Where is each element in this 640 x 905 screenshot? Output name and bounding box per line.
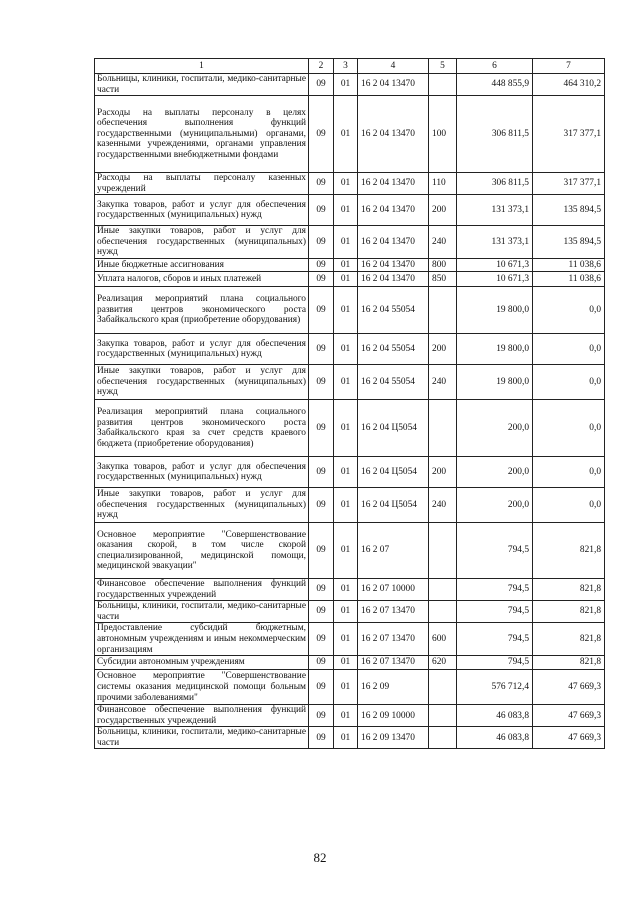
table-row [95,656,605,670]
column-header-3: 3 [334,59,358,74]
expense-type-cell [429,523,457,579]
amount-year2-cell: 0,0 [533,400,605,457]
expense-type-cell: 850 [429,272,457,287]
subsection-cell: 01 [334,96,358,173]
section-cell: 09 [309,727,334,749]
target-article-cell: 16 2 04 13470 [358,226,429,259]
target-article-cell: 16 2 04 Ц5054 [358,457,429,488]
expense-type-cell [429,400,457,457]
section-cell: 09 [309,523,334,579]
amount-year2-cell: 317 377,1 [533,173,605,195]
amount-year1-cell: 10 671,3 [457,272,533,287]
amount-year1-cell: 794,5 [457,523,533,579]
section-cell: 09 [309,365,334,400]
column-header-4: 4 [358,59,429,74]
section-cell: 09 [309,579,334,601]
expense-type-cell: 100 [429,96,457,173]
name-cell: Расходы на выплаты персоналу в целях обеспечения выполнения функций государственными (муниципальными) органами, казенными учреждениями, органами управления государственными внебюджетными фондами [95,96,309,173]
target-article-cell: 16 2 09 10000 [358,705,429,727]
target-article-cell: 16 2 04 13470 [358,272,429,287]
table-row [95,287,605,334]
section-cell: 09 [309,334,334,365]
subsection-cell: 01 [334,601,358,623]
subsection-cell: 01 [334,523,358,579]
amount-year2-cell: 821,8 [533,656,605,670]
expense-type-cell: 240 [429,365,457,400]
target-article-cell: 16 2 04 Ц5054 [358,400,429,457]
amount-year1-cell: 794,5 [457,579,533,601]
section-cell: 09 [309,457,334,488]
amount-year2-cell: 464 310,2 [533,74,605,96]
target-article-cell: 16 2 09 13470 [358,727,429,749]
amount-year1-cell: 794,5 [457,656,533,670]
target-article-cell: 16 2 07 13470 [358,623,429,656]
target-article-cell: 16 2 04 13470 [358,259,429,272]
expense-type-cell [429,601,457,623]
expense-type-cell [429,670,457,705]
subsection-cell: 01 [334,259,358,272]
expense-type-cell: 600 [429,623,457,656]
name-cell: Иные бюджетные ассигнования [95,259,309,272]
subsection-cell: 01 [334,400,358,457]
amount-year2-cell: 821,8 [533,623,605,656]
target-article-cell: 16 2 04 13470 [358,173,429,195]
target-article-cell: 16 2 09 [358,670,429,705]
target-article-cell: 16 2 04 Ц5054 [358,488,429,523]
name-cell: Финансовое обеспечение выполнения функций государственных учреждений [95,705,309,727]
expense-type-cell: 200 [429,195,457,226]
subsection-cell: 01 [334,74,358,96]
target-article-cell: 16 2 04 55054 [358,365,429,400]
table-row [95,334,605,365]
amount-year1-cell: 448 855,9 [457,74,533,96]
expense-type-cell: 800 [429,259,457,272]
section-cell: 09 [309,705,334,727]
target-article-cell: 16 2 07 [358,523,429,579]
table-row [95,523,605,579]
name-cell: Иные закупки товаров, работ и услуг для обеспечения государственных (муниципальных) нужд [95,488,309,523]
page-number: 82 [313,850,327,865]
section-cell: 09 [309,601,334,623]
table-row [95,670,605,705]
table-row [95,96,605,173]
target-article-cell: 16 2 04 13470 [358,195,429,226]
section-cell: 09 [309,272,334,287]
name-cell: Уплата налогов, сборов и иных платежей [95,272,309,287]
amount-year1-cell: 794,5 [457,601,533,623]
section-cell: 09 [309,173,334,195]
expense-type-cell: 240 [429,488,457,523]
amount-year2-cell: 135 894,5 [533,195,605,226]
subsection-cell: 01 [334,365,358,400]
target-article-cell: 16 2 07 10000 [358,579,429,601]
table-row [95,623,605,656]
amount-year1-cell: 19 800,0 [457,365,533,400]
column-header-7: 7 [533,59,605,74]
expense-type-cell: 110 [429,173,457,195]
subsection-cell: 01 [334,623,358,656]
column-header-2: 2 [309,59,334,74]
name-cell: Основное мероприятие "Совершенствование оказания скорой, в том числе скорой специализированной, медицинской помощи, медицинской эвакуации" [95,523,309,579]
amount-year1-cell: 794,5 [457,623,533,656]
amount-year2-cell: 11 038,6 [533,259,605,272]
amount-year2-cell: 11 038,6 [533,272,605,287]
amount-year1-cell: 200,0 [457,488,533,523]
name-cell: Основное мероприятие "Совершенствование системы оказания медицинской помощи больным прочими заболеваниями" [95,670,309,705]
table-row [95,705,605,727]
expense-type-cell [429,727,457,749]
expense-type-cell: 200 [429,334,457,365]
section-cell: 09 [309,488,334,523]
subsection-cell: 01 [334,334,358,365]
table-row [95,601,605,623]
amount-year1-cell: 306 811,5 [457,173,533,195]
target-article-cell: 16 2 07 13470 [358,656,429,670]
name-cell: Расходы на выплаты персоналу казенных учреждений [95,173,309,195]
target-article-cell: 16 2 04 55054 [358,287,429,334]
subsection-cell: 01 [334,488,358,523]
table-row [95,365,605,400]
table-row [95,74,605,96]
amount-year2-cell: 317 377,1 [533,96,605,173]
subsection-cell: 01 [334,579,358,601]
amount-year2-cell: 0,0 [533,334,605,365]
section-cell: 09 [309,226,334,259]
expense-type-cell [429,579,457,601]
amount-year1-cell: 10 671,3 [457,259,533,272]
target-article-cell: 16 2 07 13470 [358,601,429,623]
target-article-cell: 16 2 04 13470 [358,96,429,173]
target-article-cell: 16 2 04 55054 [358,334,429,365]
amount-year2-cell: 0,0 [533,287,605,334]
subsection-cell: 01 [334,670,358,705]
section-cell: 09 [309,287,334,334]
table-row [95,457,605,488]
name-cell: Предоставление субсидий бюджетным, автономным учреждениям и иным некоммерческим организациям [95,623,309,656]
amount-year1-cell: 131 373,1 [457,195,533,226]
amount-year2-cell: 821,8 [533,579,605,601]
amount-year1-cell: 306 811,5 [457,96,533,173]
amount-year1-cell: 19 800,0 [457,287,533,334]
budget-table [94,58,605,749]
table-row [95,579,605,601]
section-cell: 09 [309,195,334,226]
subsection-cell: 01 [334,705,358,727]
section-cell: 09 [309,670,334,705]
amount-year2-cell: 821,8 [533,601,605,623]
subsection-cell: 01 [334,195,358,226]
amount-year2-cell: 47 669,3 [533,727,605,749]
amount-year2-cell: 0,0 [533,488,605,523]
amount-year2-cell: 0,0 [533,365,605,400]
name-cell: Иные закупки товаров, работ и услуг для обеспечения государственных (муниципальных) нужд [95,365,309,400]
name-cell: Реализация мероприятий плана социального развития центров экономического роста Забайкальского края за счет средств краевого бюджета (приобретение оборудования) [95,400,309,457]
section-cell: 09 [309,656,334,670]
subsection-cell: 01 [334,287,358,334]
name-cell: Больницы, клиники, госпитали, медико-санитарные части [95,601,309,623]
subsection-cell: 01 [334,272,358,287]
column-header-1: 1 [95,59,309,74]
subsection-cell: 01 [334,727,358,749]
amount-year2-cell: 821,8 [533,523,605,579]
name-cell: Закупка товаров, работ и услуг для обеспечения государственных (муниципальных) нужд [95,195,309,226]
table-row [95,400,605,457]
section-cell: 09 [309,400,334,457]
section-cell: 09 [309,623,334,656]
table-row [95,173,605,195]
subsection-cell: 01 [334,173,358,195]
section-cell: 09 [309,74,334,96]
expense-type-cell [429,705,457,727]
subsection-cell: 01 [334,226,358,259]
amount-year1-cell: 576 712,4 [457,670,533,705]
table-row [95,727,605,749]
amount-year2-cell: 0,0 [533,457,605,488]
amount-year1-cell: 19 800,0 [457,334,533,365]
column-header-6: 6 [457,59,533,74]
table-row [95,195,605,226]
amount-year1-cell: 200,0 [457,400,533,457]
subsection-cell: 01 [334,656,358,670]
expense-type-cell [429,287,457,334]
name-cell: Больницы, клиники, госпитали, медико-санитарные части [95,727,309,749]
name-cell: Субсидии автономным учреждениям [95,656,309,670]
expense-type-cell: 240 [429,226,457,259]
target-article-cell: 16 2 04 13470 [358,74,429,96]
section-cell: 09 [309,259,334,272]
table-row [95,226,605,259]
name-cell: Иные закупки товаров, работ и услуг для обеспечения государственных (муниципальных) нужд [95,226,309,259]
column-header-5: 5 [429,59,457,74]
expense-type-cell: 620 [429,656,457,670]
amount-year1-cell: 46 083,8 [457,727,533,749]
amount-year1-cell: 200,0 [457,457,533,488]
name-cell: Реализация мероприятий плана социального развития центров экономического роста Забайкальского края (приобретение оборудования) [95,287,309,334]
table-row [95,272,605,287]
header-row [95,59,605,74]
amount-year2-cell: 135 894,5 [533,226,605,259]
name-cell: Закупка товаров, работ и услуг для обеспечения государственных (муниципальных) нужд [95,457,309,488]
expense-type-cell: 200 [429,457,457,488]
amount-year2-cell: 47 669,3 [533,670,605,705]
amount-year1-cell: 131 373,1 [457,226,533,259]
expense-type-cell [429,74,457,96]
table-row [95,488,605,523]
subsection-cell: 01 [334,457,358,488]
name-cell: Финансовое обеспечение выполнения функций государственных учреждений [95,579,309,601]
table-row [95,259,605,272]
section-cell: 09 [309,96,334,173]
name-cell: Закупка товаров, работ и услуг для обеспечения государственных (муниципальных) нужд [95,334,309,365]
amount-year2-cell: 47 669,3 [533,705,605,727]
name-cell: Больницы, клиники, госпитали, медико-санитарные части [95,74,309,96]
amount-year1-cell: 46 083,8 [457,705,533,727]
